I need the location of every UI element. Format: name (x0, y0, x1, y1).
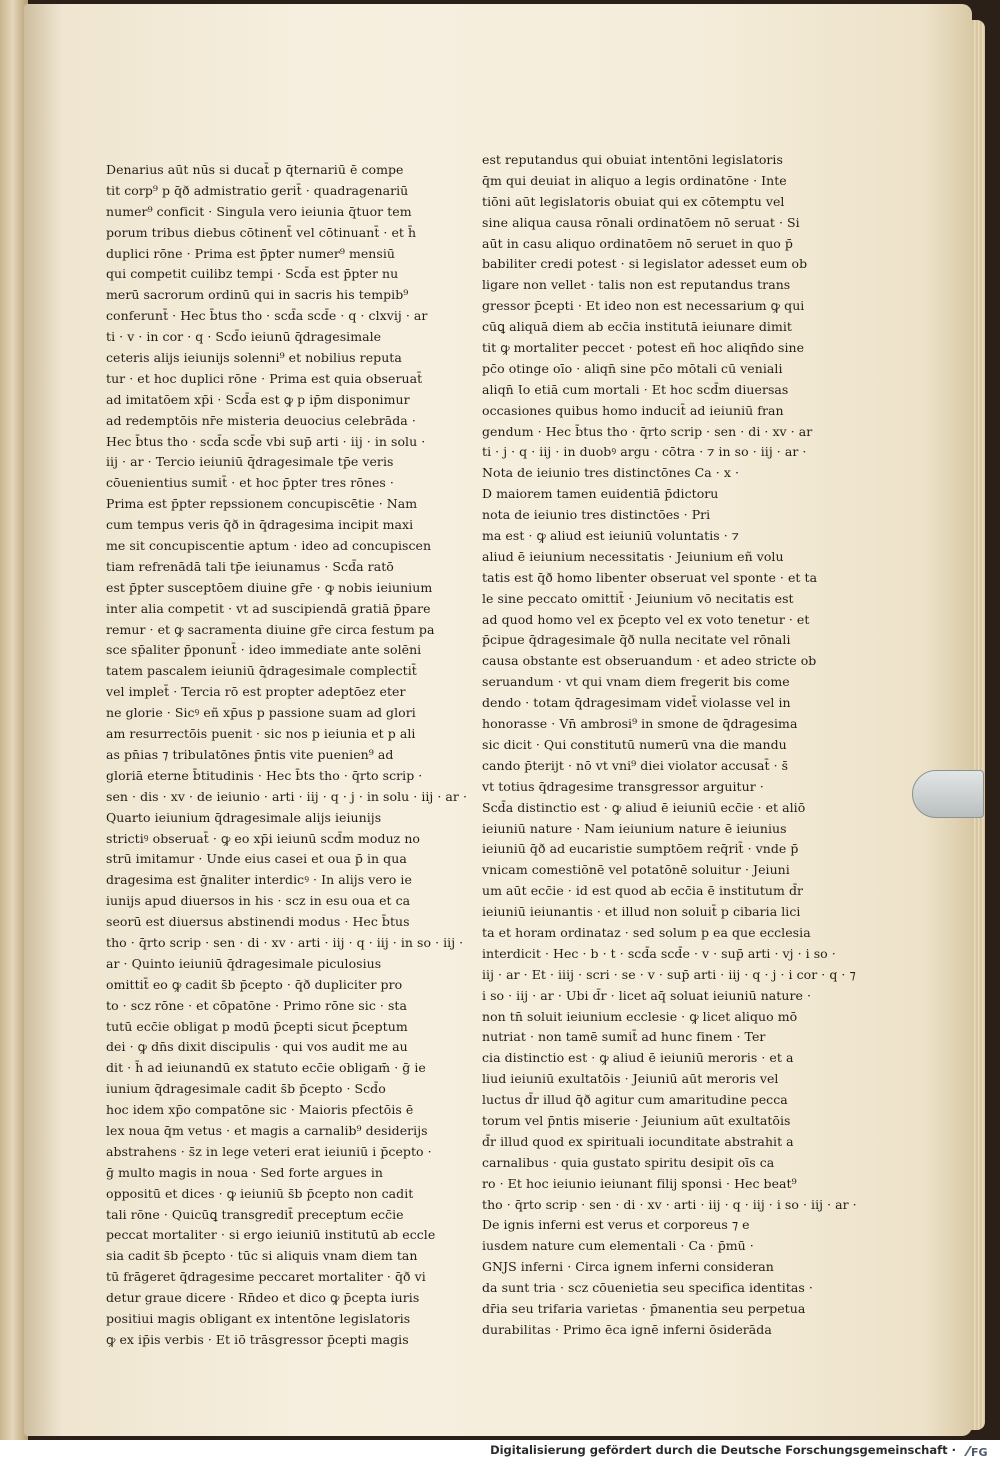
right-column-line: dr̄ia seu trifaria varietas · p̄manentia seu perpetua (482, 1300, 806, 1316)
right-column-line: gendum · Hec b̄tus tho · q̄rto scrip · sen · di · xv · ar (482, 423, 813, 439)
left-column-line: Denarius aūt nūs si ducat̄ p q̄ternariū ē compe (106, 162, 404, 177)
right-column-line: pc̄o otinge oīo · aliqn̄ sine pc̄o mōtali cū veniali (482, 360, 783, 376)
right-column-line: Scd̄a distinctio est · ꝙ aliud ē ieiuniū ecc̄ie · et aliō (482, 799, 806, 815)
dfg-logo-icon (962, 1442, 994, 1460)
right-column-line: d̄r illud quod ex spirituali iocunditate abstrahit a (482, 1133, 794, 1149)
right-column-line: tho · q̄rto scrip · sen · di · xv · arti · iij · q · iij · i so · iij · ar · (482, 1196, 857, 1212)
right-column-line: seruandum · vt qui vnam diem fregerit bis come (482, 674, 790, 690)
left-column-line: strū imitamur · Unde eius casei et oua p̄ in qua (106, 851, 407, 867)
right-column-line: nutriat · non tamē sumit̄ ad hunc finem · Ter (482, 1029, 766, 1045)
right-column-line: aūt in casu aliquo ordinatōem nō seruet in quo p̄ (482, 235, 793, 251)
left-column-line: Quarto ieiunium q̄dragesimale alijs ieiunijs (106, 809, 382, 825)
right-column-line: p̄cipue q̄dragesimale q̄ð nulla necitate vel rōnali (482, 632, 791, 648)
right-column-line: i so · iij · ar · Ubi d̄r · licet aq̄ soluat ieiuniū nature · (482, 987, 811, 1003)
right-column-line: ti · j · q · iij · in duobꝰ argu · cōtra · ⁊ in so · iij · ar · (482, 444, 807, 460)
right-column-line: aliud ē ieiunium necessitatis · Jeiunium eñ volu (482, 548, 784, 564)
right-column-line: ro · Et hoc ieiunio ieiunant filij sponsi · Hec beat⁹ (482, 1175, 797, 1191)
left-column-line: tutū ecc̄ie obligat p modū p̄cepti sicut p̄ceptum (106, 1018, 408, 1034)
right-column-line: cia distinctio est · ꝙ aliud ē ieiuniū meroris · et a (482, 1050, 794, 1066)
right-column-line: sine aliqua causa rōnali ordinatōem nō seruat · Si (482, 214, 800, 230)
left-column-line: omittit̄ eo ꝙ cadit s̄b p̄cepto · q̄ð dupliciter pro (106, 976, 403, 992)
left-column-line: cum tempus veris q̄ð in q̄dragesima incipit maxi (106, 517, 414, 533)
left-column-line: ad imitatōem xp̄i · Scd̄a est ꝙ p ip̄m disponimur (106, 391, 410, 407)
right-column-line: durabilitas · Primo ēca ignē inferni ōsiderāda (482, 1321, 772, 1337)
left-column-line: ar · Quinto ieiuniū q̄dragesimale piculosius (106, 955, 382, 971)
right-column-line: sic dicit · Qui constitutū numerū vna die mandu (482, 736, 787, 752)
right-column-line: dendo · totam q̄dragesimam videt̄ violasse vel in (482, 695, 791, 711)
left-column-line: peccat mortaliter · si ergo ieiuniū institutū ab eccle (106, 1227, 436, 1243)
left-column-line: iunium q̄dragesimale cadit s̄b p̄cepto · Scd̄o (106, 1081, 386, 1097)
left-column-line: iunijs apud diuersos in his · scz in esu oua et ca (106, 893, 411, 909)
left-column-line: duplici rōne · Prima est p̄pter numer⁹ mensiū (106, 245, 396, 261)
right-column-line: babiliter credi potest · si legislator adesset eum ob (482, 256, 808, 272)
right-column-line: iusdem nature cum elementali · Ca · p̄mū · (482, 1238, 754, 1254)
left-column-line: sen · dis · xv · de ieiunio · arti · iij · q · j · in solu · iij · ar · (106, 788, 467, 804)
right-column-line: D maiorem tamen euidentiā p̄dictoru (482, 486, 719, 502)
left-column-line: positiui magis obligant ex intentōne legislatoris (106, 1310, 411, 1326)
footer-credit: Digitalisierung gefördert durch die Deutsche Forschungsgemeinschaft · (490, 1443, 956, 1457)
right-column-line: q̄m qui deuiat in aliquo a legis ordinatōne · Inte (482, 172, 787, 188)
right-column-line: cūꝗ aliquā diem ab ecc̄ia institutā ieiunare dimit (482, 319, 792, 335)
svg-text:FG: FG (971, 1446, 988, 1459)
right-column-line: nota de ieiunio tres distinctōes · Pri (482, 507, 711, 523)
right-column-line: non tn̄ soluit ieiunium ecclesie · ꝙ licet aliquo mō (482, 1008, 798, 1024)
right-column-line: interdicit · Hec · b · t · scd̄a scd̄e · v · sup̄ arti · vj · i so · (482, 945, 836, 961)
left-column-line: oppositū et dices · ꝙ ieiuniū s̄b p̄cepto non cadit (106, 1185, 414, 1201)
right-column-line: aliqn̄ Ɩo etiā cum mortali · Et hoc scd̄m diuersas (482, 381, 789, 397)
left-column-line: ceteris alijs ieiunijs solenni⁹ et nobilius reputa (106, 350, 402, 366)
right-column-line: est reputandus qui obuiat intentōni legislatoris (482, 152, 783, 167)
left-column-line: lex noua q̄m vetus · et magis a carnalib⁹ desiderijs (106, 1122, 428, 1138)
right-column-line: vnicam comestiōnē vel potatōnē soluitur · Jeiuni (482, 862, 790, 878)
right-column-line: honorasse · Vn̄ ambrosi⁹ in smone de q̄dragesima (482, 716, 798, 732)
right-column-line: ieiuniū q̄ð ad eucaristie sumptōem req̄rit̄ · vnde p̄ (482, 841, 799, 857)
right-column-line: causa obstante est obseruandum · et adeo stricte ob (482, 653, 817, 669)
left-column-line: tiam refrenādā tali tp̄e ieiunamus · Scd̄a ratō (106, 558, 394, 574)
right-column-line: iij · ar · Et · iiij · scri · se · v · sup̄ arti · iij · q · j · i cor · q · ⁊ (482, 966, 856, 982)
left-column-line: to · scz rōne · et cōpatōne · Primo rōne sic · sta (106, 997, 407, 1013)
left-column-line: tit corp⁹ p q̄ð admistratio gerit̄ · quadragenariū (106, 182, 409, 198)
left-column-line: dei · ꝙ dn̄s dixit discipulis · qui vos audit me au (106, 1039, 408, 1055)
right-text-column (482, 150, 857, 1341)
right-column-line: Nota de ieiunio tres distinctōnes Ca · x · (482, 465, 739, 481)
left-column-line: ad redemptōis nr̄e misteria deuocius celebrāda · (106, 412, 416, 428)
right-column-line: da sunt tria · scz cōuenietia seu specifica identitas · (482, 1280, 813, 1296)
right-column-line: occasiones quibus homo inducit̄ ad ieiuniū fran (482, 402, 784, 418)
left-column-line: seorū est diuersus abstinendi modus · Hec b̄tus (106, 914, 410, 930)
left-column-line: numer⁹ conficit · Singula vero ieiunia q̄tuor tem (106, 203, 412, 219)
left-column-line: tatem pascalem ieiuniū q̄dragesimale complectit̄ (106, 663, 417, 679)
left-column-line: remur · et ꝙ sacramenta diuine gr̄e circa festum pa (106, 621, 435, 637)
right-column-line: ieiuniū nature · Nam ieiunium nature ē ieiunius (482, 820, 787, 836)
left-column-line: ḡ multo magis in noua · Sed forte argues in (106, 1164, 384, 1180)
left-column-line: hoc idem xp̄o compatōne sic · Maioris pfectōis ē (106, 1102, 414, 1118)
bookmark-tab (912, 770, 984, 818)
right-column-line: vt totius q̄dragesime transgressor arguitur · (482, 778, 764, 794)
right-column-line: torum vel p̄ntis miserie · Jeiunium aūt exultatōis (482, 1112, 791, 1128)
left-column-line: qui competit cuilibz tempi · Scd̄a est p̄pter nu (106, 266, 399, 282)
right-column-line: tiōni aūt legislatoris obuiat qui ex cōtemptu vel (482, 193, 785, 209)
right-column-line: ad quod homo vel ex p̄cepto vel ex voto tenetur · et (482, 611, 810, 627)
left-column-line: Hec b̄tus tho · scd̄a scd̄e vbi sup̄ arti · iij · in solu · (106, 433, 426, 449)
left-column-line: tali rōne · Quicūꝗ transgredit̄ preceptum ecc̄ie (106, 1206, 404, 1222)
right-column-line: luctus d̄r illud q̄ð agitur cum amaritudine pecca (482, 1092, 788, 1108)
right-column-line: gressor p̄cepti · Et ideo non est necessarium ꝙ qui (482, 298, 805, 314)
left-column-line: dragesima est ḡnaliter interdicꝰ · In alijs vero ie (106, 872, 412, 888)
left-column-line: vel implet̄ · Tercia rō est propter adeptōez eter (106, 684, 406, 700)
right-column-line: GNJS inferni · Circa ignem inferni consideran (482, 1259, 774, 1275)
left-column-line: ti · v · in cor · q · Scd̄o ieiunū q̄dragesimale (106, 329, 382, 345)
left-column-line: porum tribus diebus cōtinent̄ vel cōtinuant̄ · et h̄ (106, 224, 417, 240)
right-column-line: ieiuniū ieiunantis · et illud non soluit̄ p cibaria lici (482, 904, 801, 920)
right-column-line: tit ꝙ mortaliter peccet · potest eñ hoc aliqn̄do sine (482, 340, 805, 356)
left-text-column (106, 160, 467, 1351)
left-column-line: inter alia competit · vt ad suscipiendā gratiā p̄pare (106, 600, 431, 616)
left-column-line: tur · et hoc duplici rōne · Prima est quia obseruat̄ (106, 370, 423, 386)
left-column-line: me sit concupiscentie aptum · ideo ad concupiscen (106, 538, 432, 554)
left-column-line: tū frāgeret q̄dragesime peccaret mortaliter · q̄ð vi (106, 1269, 426, 1285)
left-column-line: as pn̄ias ⁊ tribulatōnes p̄ntis vite puenien⁹ ad (106, 746, 394, 762)
left-column-line: Prima est p̄pter repssionem concupiscētie · Nam (106, 496, 418, 512)
left-column-line: detur graue dicere · Rn̄deo et dico ꝙ p̄cepta iuris (106, 1290, 420, 1306)
left-column-line: est p̄pter susceptōem diuine gr̄e · ꝙ nobis ieiunium (106, 579, 433, 595)
right-column-line: carnalibus · quia gustato spiritu desipit oīs ca (482, 1154, 775, 1170)
left-column-line: ne glorie · Sicꝰ eñ xp̄us p passione suam ad glori (106, 705, 416, 721)
right-column-line: um aūt ecc̄ie · id est quod ab ecc̄ia ē institutum d̄r (482, 883, 804, 899)
left-column-line: am resurrectōis puenit · sic nos p ieiunia et p ali (106, 726, 416, 742)
right-column-line: liud ieiuniū exultatōis · Jeiuniū aūt meroris vel (482, 1071, 779, 1087)
right-column-line: cando p̄terijt · nō vt vni⁹ diei violator accusat̄ · s̄ (482, 757, 789, 773)
footer-bar (0, 1440, 1000, 1465)
left-column-line: sia cadit s̄b p̄cepto · tūc si aliquis vnam diem tan (106, 1248, 418, 1264)
left-column-line: dit · h̄ ad ieiunandū ex statuto ecc̄ie obligam̄ · ḡ ie (106, 1060, 426, 1076)
left-column-line: merū sacrorum ordinū qui in sacris his tempib⁹ (106, 287, 409, 303)
right-column-line: ligare non vellet · talis non est reputandus trans (482, 277, 791, 293)
right-column-line: ma est · ꝙ aliud est ieiuniū voluntatis · ⁊ (482, 528, 740, 544)
left-column-line: strictiꝰ obseruat̄ · ꝙ eo xp̄i ieiunū scd̄m moduz no (106, 830, 420, 846)
left-column-line: ꝙ ex ip̄is verbis · Et iō trāsgressor p̄cepti magis (106, 1331, 409, 1347)
left-column-line: abstrahens · s̄z in lege veteri erat ieiuniū i p̄cepto · (106, 1143, 432, 1159)
right-column-line: De ignis inferni est verus et corporeus ⁊ e (482, 1217, 750, 1233)
left-column-line: gloriā eterne b̄titudinis · Hec b̄ts tho · q̄rto scrip · (106, 767, 423, 783)
left-column-line: iij · ar · Tercio ieiuniū q̄dragesimale tp̄e veris (106, 454, 394, 470)
left-column-line: tho · q̄rto scrip · sen · di · xv · arti · iij · q · iij · in so · iij · (106, 934, 464, 950)
right-column-line: le sine peccato omittit̄ · Jeiunium vō necitatis est (482, 590, 794, 606)
left-column-line: cōuenientius sumit̄ · et hoc p̄pter tres rōnes · (106, 475, 394, 491)
right-column-line: ta et horam ordinataz · sed solum p ea que ecclesia (482, 924, 811, 940)
left-column-line: sce sp̄aliter p̄ponunt̄ · ideo immediate ante solēni (106, 642, 422, 658)
right-column-line: tatis est q̄ð homo libenter obseruat vel sponte · et ta (482, 569, 818, 585)
left-column-line: conferunt̄ · Hec b̄tus tho · scd̄a scd̄e · q · clxvij · ar (106, 308, 428, 324)
